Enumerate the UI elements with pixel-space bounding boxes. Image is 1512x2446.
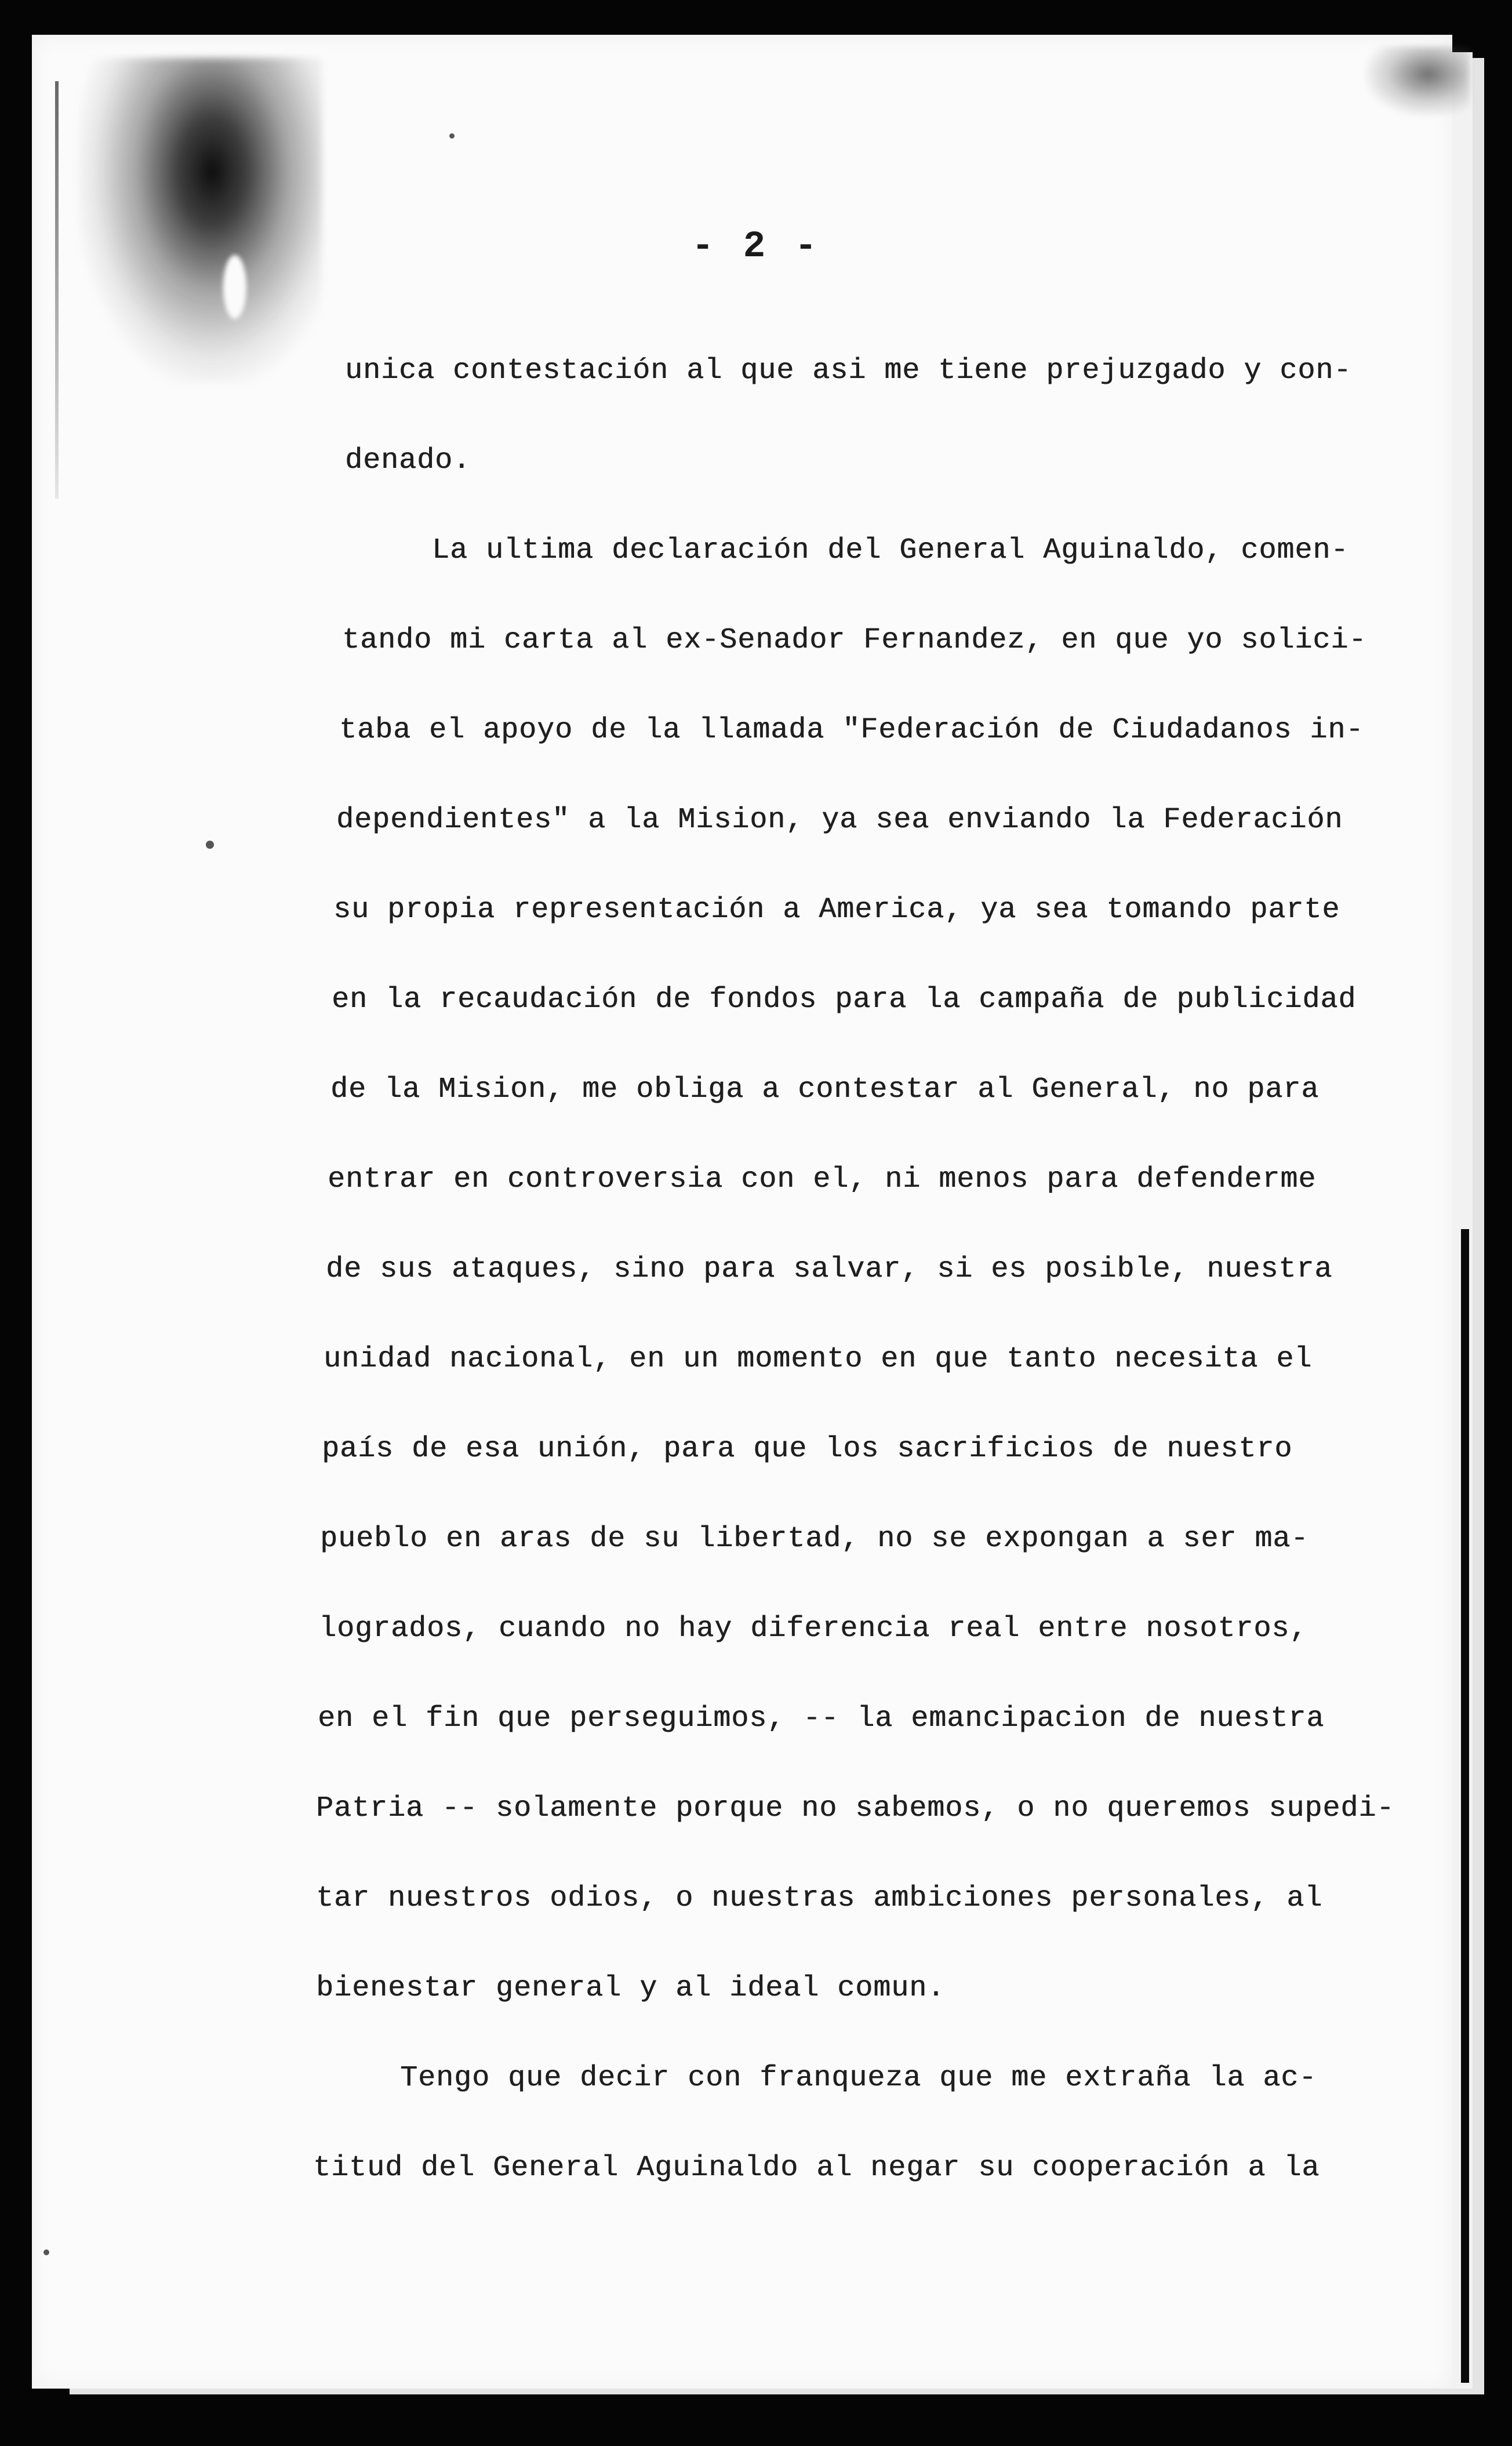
- text-line: pueblo en aras de su libertad, no se expongan a ser ma-: [320, 1522, 1309, 1555]
- corner-stain: [1365, 46, 1470, 116]
- text-line: de sus ataques, sino para salvar, si es posible, nuestra: [326, 1253, 1333, 1286]
- text-line: Tengo que decir con franqueza que me extraña la ac-: [400, 2062, 1317, 2095]
- text-line: unidad nacional, en un momento en que tanto necesita el: [324, 1343, 1313, 1376]
- torn-edge: [55, 81, 59, 499]
- text-line: en la recaudación de fondos para la campaña de publicidad: [332, 983, 1357, 1016]
- text-line: su propia representación a America, ya sea tomando parte: [333, 893, 1340, 926]
- text-line: entrar en controversia con el, ni menos para defenderme: [328, 1163, 1317, 1196]
- page-number: - 2 -: [691, 226, 821, 268]
- text-line: tando mi carta al ex-Senador Fernandez, en que yo solici-: [342, 624, 1367, 657]
- page-edge-shadow: [1461, 1229, 1469, 2383]
- text-line: unica contestación al que asi me tiene prejuzgado y con-: [345, 354, 1352, 387]
- ink-stain: [78, 58, 322, 383]
- speck: [449, 133, 455, 139]
- text-line: La ultima declaración del General Aguinaldo, comen-: [432, 534, 1349, 567]
- text-line: de la Mision, me obliga a contestar al General, no para: [330, 1073, 1320, 1106]
- speck: [206, 841, 214, 849]
- text-line: país de esa unión, para que los sacrificios de nuestro: [322, 1433, 1293, 1466]
- text-line: denado.: [345, 444, 471, 477]
- text-line: taba el apoyo de la llamada "Federación de Ciudadanos in-: [339, 714, 1364, 747]
- text-line: tar nuestros odios, o nuestras ambiciones personales, al: [316, 1882, 1323, 1915]
- speck: [43, 2249, 49, 2255]
- text-line: Patria -- solamente porque no sabemos, o no queremos supedi-: [316, 1792, 1395, 1825]
- text-line: logrados, cuando no hay diferencia real entre nosotros,: [319, 1612, 1308, 1645]
- text-line: titud del General Aguinaldo al negar su cooperación a la: [313, 2151, 1320, 2185]
- text-line: bienestar general y al ideal comun.: [316, 1972, 946, 2005]
- text-line: dependientes" a la Mision, ya sea enviando la Federación: [336, 804, 1343, 837]
- text-line: en el fin que perseguimos, -- la emancipacion de nuestra: [318, 1702, 1325, 1735]
